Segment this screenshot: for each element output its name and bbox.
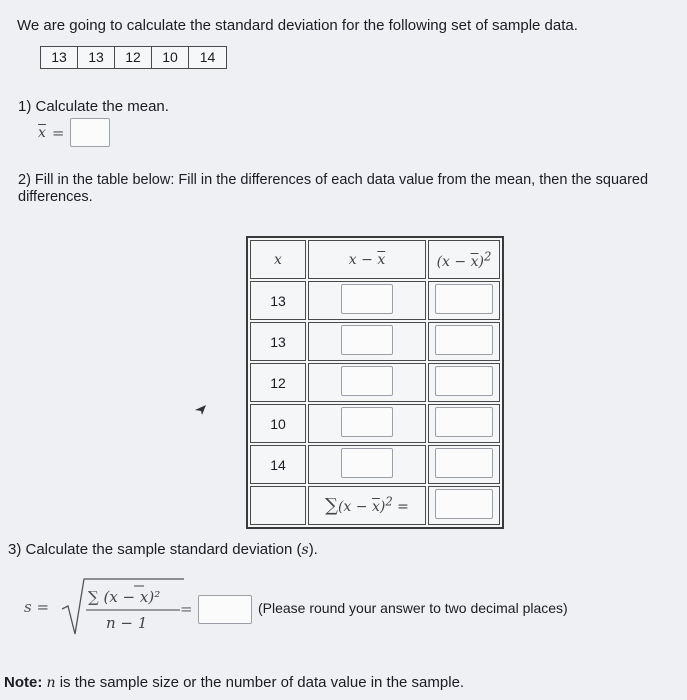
rounding-note: (Please round your answer to two decimal places) bbox=[258, 600, 568, 616]
data-value: 10 bbox=[152, 47, 189, 68]
squared-difference-input[interactable] bbox=[435, 366, 493, 396]
std-dev-formula bbox=[22, 576, 662, 651]
step3-prompt: 3) Calculate the sample standard deviation (s). bbox=[8, 541, 318, 558]
deviation-table bbox=[246, 236, 504, 529]
x-value: 10 bbox=[250, 404, 306, 443]
data-value: 12 bbox=[115, 47, 152, 68]
x-value: 12 bbox=[250, 363, 306, 402]
table-row bbox=[250, 404, 500, 443]
difference-input[interactable] bbox=[341, 407, 393, 437]
squared-difference-input[interactable] bbox=[435, 448, 493, 478]
difference-input[interactable] bbox=[341, 448, 393, 478]
x-value: 14 bbox=[250, 445, 306, 484]
x-value: 13 bbox=[250, 281, 306, 320]
note-body: is the sample size or the number of data value in the sample. bbox=[55, 674, 465, 691]
data-value: 13 bbox=[41, 47, 78, 68]
mean-answer-line bbox=[38, 118, 110, 147]
step1-prompt: 1) Calculate the mean. bbox=[18, 98, 169, 115]
intro-text: We are going to calculate the standard deviation for the following set of sample data. bbox=[17, 17, 578, 34]
table-row bbox=[250, 322, 500, 361]
mouse-cursor-icon bbox=[194, 403, 208, 417]
note-label: Note: bbox=[4, 674, 43, 691]
header-difference: $x - \overline{x}$ bbox=[348, 252, 386, 268]
svg-text:s =: s = bbox=[24, 598, 50, 616]
difference-input[interactable] bbox=[341, 366, 393, 396]
squared-difference-input[interactable] bbox=[435, 325, 493, 355]
table-row bbox=[250, 445, 500, 484]
header-x: x bbox=[274, 252, 282, 268]
squared-difference-input[interactable] bbox=[435, 407, 493, 437]
note-text bbox=[4, 674, 464, 691]
table-row bbox=[250, 363, 500, 402]
note-var: n bbox=[46, 675, 56, 691]
table-row bbox=[250, 281, 500, 320]
header-squared-difference: $(x - \overline{x})^2$ bbox=[436, 249, 492, 270]
data-value: 13 bbox=[78, 47, 115, 68]
sum-label: $\sum(x - \overline{x})^2$ = bbox=[325, 494, 409, 517]
sample-data-row bbox=[40, 46, 227, 69]
mean-symbol: $\overline{x}$ bbox=[38, 124, 46, 141]
sum-squared-input[interactable] bbox=[435, 489, 493, 519]
svg-text:=: = bbox=[180, 600, 193, 618]
x-value: 13 bbox=[250, 322, 306, 361]
squared-difference-input[interactable] bbox=[435, 284, 493, 314]
table-sum-row bbox=[250, 486, 500, 525]
step2-prompt: 2) Fill in the table below: Fill in the differences of each data value from the mean, then the squared differences. bbox=[18, 172, 649, 205]
equals-sign: = bbox=[51, 123, 65, 142]
table-header-row bbox=[250, 240, 500, 279]
std-dev-answer-box[interactable] bbox=[198, 595, 252, 624]
empty-cell bbox=[250, 486, 306, 525]
difference-input[interactable] bbox=[341, 284, 393, 314]
difference-input[interactable] bbox=[341, 325, 393, 355]
mean-answer-box[interactable] bbox=[70, 118, 110, 147]
svg-text:∑ (x − x)²: ∑ (x − x)² bbox=[88, 588, 161, 606]
svg-text:n − 1: n − 1 bbox=[106, 614, 148, 632]
data-value: 14 bbox=[199, 49, 216, 65]
